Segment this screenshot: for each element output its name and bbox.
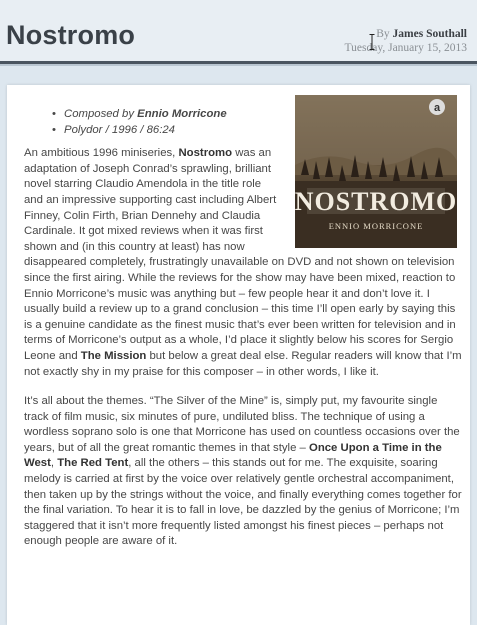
album-cover-title: NOSTROMO — [295, 187, 457, 216]
bold-title: Once Upon a Time in the West — [24, 441, 442, 470]
text-run: was an adaptation of Joseph Conrad’s sprawling, brilliant novel starring Claudio Amendola in the title role and an impressive supporting cast including Albert Finney, Colin Firth, Brian Dennehy and Claudia Cardinale. It got mixed reviews when it was first shown and (in this country at least) has now disappeared completely, frustratingly unavailable on DVD and not shown on television since the first airing. While the reviews for the show may have been mixed, reaction to Ennio Morricone’s music was anything but – few people hear it and don’t love it. I usually build a review up to a grand conclusion – this time I’ll open early by saying this is a genuine candidate as the finest music that’s ever been written for television and in terms of Morricone’s output as a whole, I’d place it slightly below his scores for Sergio Leone and — [24, 147, 456, 362]
post-date: Tuesday, January 15, 2013 — [344, 42, 467, 54]
text-cursor-icon — [369, 34, 375, 50]
bold-title: Nostromo — [178, 147, 233, 160]
text-run: An ambitious 1996 miniseries, — [24, 147, 179, 160]
bold-title: The Red Tent — [57, 457, 129, 470]
author-link[interactable]: James Southall — [392, 28, 467, 40]
review-paragraph-2 — [24, 394, 462, 550]
text-run: , all the others – this stands out for me. The exquisite, soaring melody is carried at first by the voice over relatively gentle orchestral accompaniment, then taken up by the strings without the voice, and finally everything comes together for the final variation. To hear it is to fall in love, be dazzled by the genius of Morricone; I’m staggered that it isn’t more frequently listed amongst his finest pieces – perhaps not enough people are aware of it. — [24, 457, 462, 548]
credit-label: • Polydor / 1996 / 86:24 — [64, 123, 462, 139]
byline-prefix: By — [376, 28, 390, 40]
page-header — [0, 0, 477, 66]
page-title: Nostromo — [6, 20, 136, 50]
composer-name: Ennio Morricone — [137, 108, 227, 120]
credit-composer: • Composed by Ennio Morricone — [64, 107, 462, 123]
header-rule-shadow — [0, 64, 477, 66]
byline — [345, 27, 467, 55]
credits-list — [24, 107, 462, 138]
text-run: , — [50, 457, 58, 470]
bold-title: The Mission — [80, 349, 147, 362]
text-run: but below a great deal else. Regular readers will know that I’m not exactly shy in my praise for this composer – in other words, I like it. — [24, 349, 462, 378]
review-card — [7, 85, 470, 625]
text-run: It’s all about the themes. “The Silver of the Mine” is, simply put, my favourite single track of film music, six minutes of pure, undiluted bliss. The technique of using a wordless soprano solo is one that Morricone has used on countless occasions over the years, but of all the great romantic themes in that style – — [24, 395, 460, 454]
album-cover-subtitle: ENNIO MORRICONE — [328, 221, 424, 231]
review-content — [24, 95, 462, 564]
label-badge: a — [433, 102, 441, 114]
